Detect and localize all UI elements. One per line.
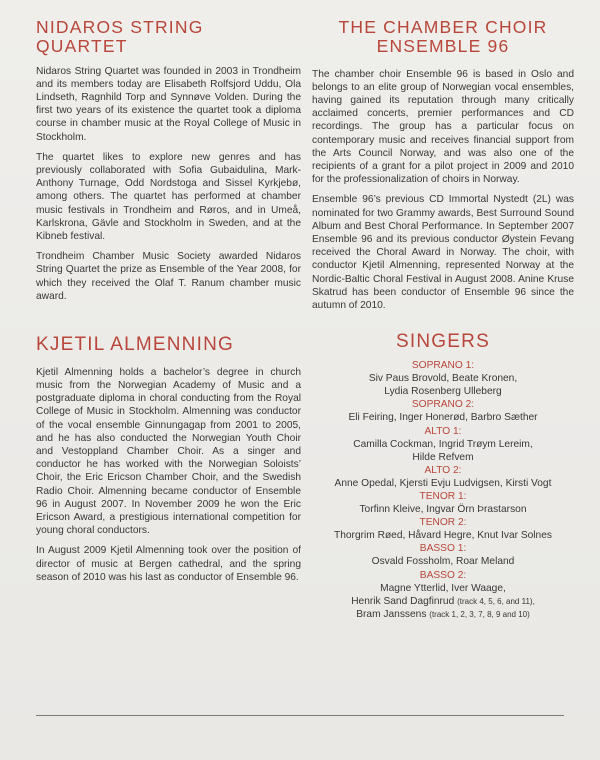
singers-list [312, 359, 574, 621]
voice-label-tenor-1: TENOR 1: [419, 490, 467, 502]
singer-names-with-tracks [312, 608, 574, 621]
choir-paragraph-2: Ensemble 96’s previous CD Immortal Nystedt (2L) was nominated for two Grammy awards, Best Surround Sound Album and Best Choral Performance. In September 2007 Ensemble 96 and its previous conductor Øystein Fevang received the Choral Award in Norway. The choir, with conductor Kjetil Almenning, represented Norway at the Nordic-Baltic Choral Festival in August 2008. Anine Kruse Skatrud has been conductor of Ensemble 96 since the autumn of 2010. [312, 194, 574, 311]
track-note: (track 1, 2, 3, 7, 8, 9 and 10) [429, 609, 530, 619]
choir-title-line-1: THE CHAMBER CHOIR [338, 17, 548, 37]
choir-title-line-2: ENSEMBLE 96 [376, 36, 510, 57]
singer-names: Thorgrim Røed, Håvard Hegre, Knut Ivar Solnes [334, 530, 552, 542]
right-column [312, 18, 574, 621]
kjetil-paragraph-1: Kjetil Almenning holds a bachelor’s degree in church music from the Norwegian Academy of Music and a postgraduate diploma in choral conducting from the Royal College of Music in Stockholm. Almenning was conductor of the vocal ensemble Ginnungagap from 2001 to 2005, and he has also conducted the Norwegian Youth Choir and Vestoppland Chamber Choir. As a singer and conductor he has worked with the Norwegian Soloists’ Choir, the Eric Ericson Chamber Choir, and the Swedish Radio Choir. Almenning became conductor of Ensemble 96 in August 2007. In November 2009 he won the Eric Ericson Award, a prestigious international competition for young choral conductors. [36, 366, 301, 537]
voice-label-alto-1: ALTO 1: [424, 425, 462, 437]
left-column [36, 18, 301, 591]
singer-names-with-tracks [312, 595, 574, 608]
footer-rule [36, 715, 564, 716]
choir-paragraph-1: The chamber choir Ensemble 96 is based in Oslo and belongs to an elite group of Norwegian vocal ensembles, having gained its reputation through many critically acclaimed concerts, premier performances and CD recordings. The group has a particular focus on contemporary music and receives financial support from the Arts Council Norway, and was also one of the recipients of a grant for a pilot project in 2009 and 2010 for the professionalization of choirs in Norway. [312, 68, 574, 186]
singer-name: Henrik Sand Dagfinrud [351, 595, 455, 607]
voice-label-soprano-2: SOPRANO 2: [411, 399, 475, 411]
voice-label-soprano-1: SOPRANO 1: [411, 360, 475, 372]
nidaros-paragraph-2: The quartet likes to explore new genres and has previously collaborated with Sofia Gubaidulina, Mark-Anthony Turnage, Odd Nordstoga and Sissel Kyrkjebø, among others. The quartet has performed at chamber music festivals in Trondheim and Røros, and in Umeå, Karlskrona, Gävle and Stockholm in Sweden, and at the Kibneb festival. [36, 151, 301, 242]
kjetil-title: KJETIL ALMENNING [36, 333, 234, 355]
singer-name: Bram Janssens [356, 608, 427, 620]
voice-label-basso-1: BASSO 1: [419, 543, 467, 555]
track-note: (track 4, 5, 6, and 11), [457, 596, 535, 606]
singer-names: Osvald Fossholm, Roar Meland [371, 556, 515, 568]
choir-title [312, 18, 574, 57]
kjetil-paragraph-2: In August 2009 Kjetil Almenning took over the position of director of music at Bergen cathedral, and the spring season of 2010 was his last as conductor of Ensemble 96. [36, 545, 301, 583]
voice-label-tenor-2: TENOR 2: [419, 517, 467, 529]
singer-names: Magne Ytterlid, Iver Waage, [380, 582, 506, 594]
voice-label-basso-2: BASSO 2: [419, 569, 467, 581]
singer-names: Anne Opedal, Kjersti Evju Ludvigsen, Kirsti Vogt [334, 477, 552, 489]
singer-names: Hilde Refvem [412, 451, 474, 463]
nidaros-paragraph-1: Nidaros String Quartet was founded in 2003 in Trondheim and its members today are Elisabeth Rolfsjord Uddu, Ola Lindseth, Ragnhild Torp and Synnøve Volden. During the first two years of its existence the quartet took a diploma course in chamber music at the Royal College of Music in Stockholm. [36, 65, 301, 143]
singer-names: Camilla Cockman, Ingrid Trøym Lereim, [353, 438, 533, 450]
singer-names: Torfinn Kleive, Ingvar Örn Þrastarson [359, 504, 527, 516]
nidaros-title: NIDAROS STRING QUARTET [36, 17, 204, 57]
voice-label-alto-2: ALTO 2: [424, 464, 462, 476]
singer-names: Eli Feiring, Inger Honerød, Barbro Sæther [348, 412, 538, 424]
singer-names: Siv Paus Brovold, Beate Kronen, [368, 373, 518, 385]
nidaros-paragraph-3: Trondheim Chamber Music Society awarded Nidaros String Quartet the prize as Ensemble of the Year 2008, for which they received the Olaf T. Ranum chamber music award. [36, 251, 301, 302]
singers-title: SINGERS [396, 331, 490, 353]
singer-names: Lydia Rosenberg Ulleberg [384, 386, 502, 398]
